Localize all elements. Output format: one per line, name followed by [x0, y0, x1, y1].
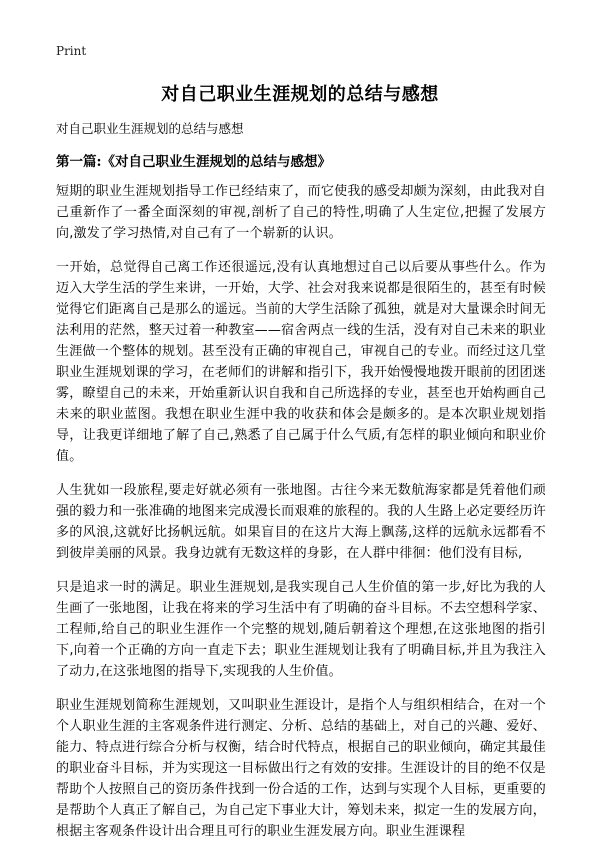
paragraph-1: 短期的职业生涯规划指导工作已经结束了，而它使我的感受却颇为深刻，由此我对自己重新作了一番全面深刻的审视,剖析了自己的特性,明确了人生定位,把握了发展方向,激发了学习热情,对自己有了一个崭新的认识。	[56, 184, 546, 241]
paragraph-2: 一开始，总觉得自己离工作还很遥远,没有认真地想过自己以后要从事些什么。作为迈入大学生活的学生来讲，一开始，大学、社会对我来说都是很陌生的，甚至有时候觉得它们距离自己是那么的遥远。当前的大学生活除了孤独，就是对大量课余时间无法利用的茫然，整天过着一种教室——宿舍两点一线的生活，没有对自己未来的职业生涯做一个整体的规划。甚至没有正确的审视自己，审视自己的专业。而经过这几堂职业生涯规划课的学习，在老师们的讲解和指引下，我开始慢慢地拨开眼前的团团迷雾，瞭望自己的未来，开始重新认识自我和自己所选择的专业，甚至也开始构画自己未来的职业蓝图。我想在职业生涯中我的收获和体会是颇多的。是本次职业规划指导，让我更详细地了解了自己,熟悉了自己属于什么气质,有怎样的职业倾向和职业价值。	[56, 260, 546, 464]
paragraph-5: 职业生涯规划简称生涯规划，又叫职业生涯设计，是指个人与组织相结合，在对一个个人职业生涯的主客观条件进行测定、分析、总结的基础上，对自己的兴趣、爱好、能力、特点进行综合分析与权衡，结合时代特点，根据自己的职业倾向，确定其最佳的职业奋斗目标，并为实现这一目标做出行之有效的安排。生涯设计的目的绝不仅是帮助个人按照自己的资历条件找到一份合适的工作，达到与实现个人目标，更重要的是帮助个人真正了解自己，为自己定下事业大计，筹划未来，拟定一生的发展方向，根据主客观条件设计出合理且可行的职业生涯发展方向。职业生涯课程	[56, 698, 546, 839]
section-heading: 第一篇:《对自己职业生涯规划的总结与感想》	[56, 154, 331, 170]
paragraph-4: 只是追求一时的满足。职业生涯规划,是我实现自己人生价值的第一步,好比为我的人生画了一张地图，让我在将来的学习生活中有了明确的奋斗目标。不去空想科学家、工程师,给自己的职业生涯作一个完整的规划,随后朝着这个理想,在这张地图的指引下,向着一个正确的方向一直走下去；职业生涯规划让我有了明确目标,并且为我注入了动力,在这张地图的指导下,实现我的人生价值。	[56, 580, 546, 679]
paragraph-3: 人生犹如一段旅程,要走好就必须有一张地图。古往今来无数航海家都是凭着他们顽强的毅力和一张准确的地图来完成漫长而艰难的旅程的。我的人生路上必定要经历许多的风浪,这就好比扬帆远航。如果盲目的在这片大海上飘荡,这样的远航永远都看不到彼岸美丽的风景。我身边就有无数这样的身影，在人群中徘徊：他们没有目标,	[56, 483, 546, 561]
document-subtitle: 对自己职业生涯规划的总结与感想	[56, 121, 244, 136]
page-title: 对自己职业生涯规划的总结与感想	[161, 84, 439, 105]
print-link[interactable]: Print	[56, 44, 87, 58]
document-body	[56, 181, 546, 855]
